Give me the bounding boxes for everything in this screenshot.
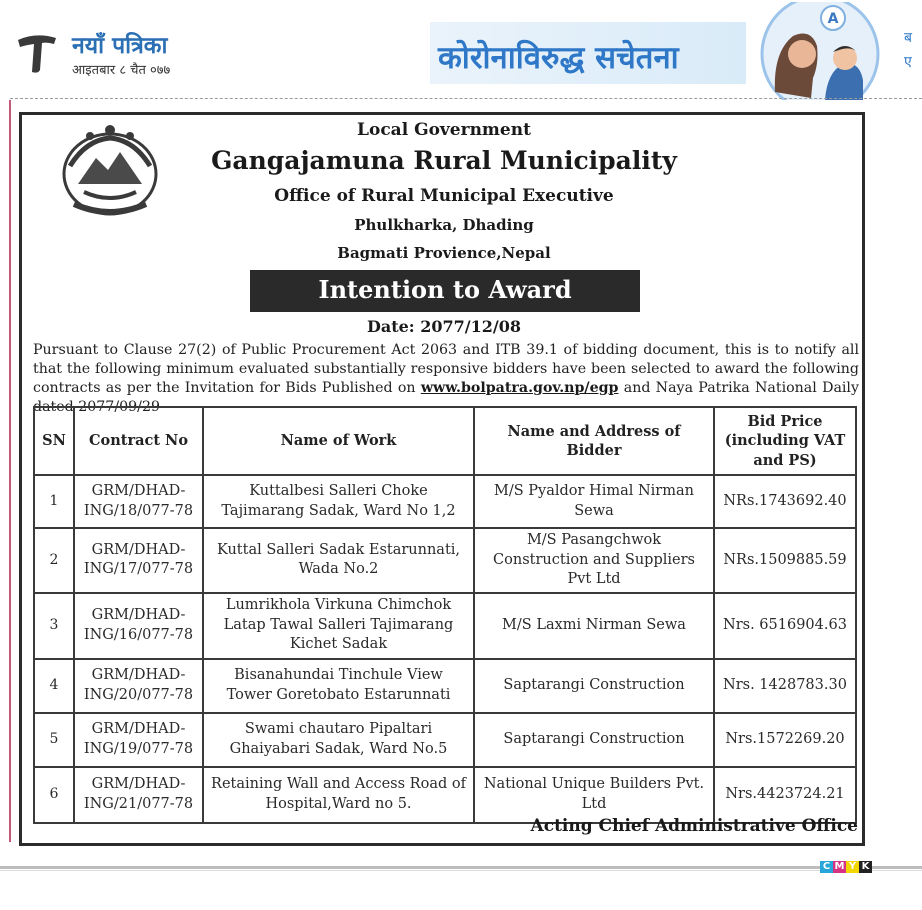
cell-sn: 6 [34, 767, 74, 823]
page-margin-rule [9, 100, 11, 842]
cmyk-cyan: C [820, 861, 833, 873]
cell-contract-no: GRM/DHAD-ING/19/077-78 [74, 713, 203, 767]
newspaper-name: नयाँ पत्रिका [72, 33, 168, 59]
paragraph-text-end: and Naya Patrika National Daily dated 2077/09/29 [33, 380, 859, 415]
col-header-contract-no: Contract No [74, 407, 203, 475]
cell-sn: 2 [34, 528, 74, 593]
newspaper-logo-icon [14, 30, 60, 76]
cell-work: Kuttalbesi Salleri Choke Tajimarang Sadak, Ward No 1,2 [203, 475, 474, 528]
award-table [33, 406, 857, 824]
bolpatra-link[interactable]: www.bolpatra.gov.np/egp [420, 380, 619, 396]
cell-sn: 5 [34, 713, 74, 767]
cell-sn: 3 [34, 593, 74, 659]
cmyk-magenta: M [834, 861, 845, 872]
col-header-bid-price: Bid Price (including VAT and PS) [714, 407, 856, 475]
header-divider [10, 98, 922, 99]
cell-contract-no: GRM/DHAD-ING/18/077-78 [74, 475, 203, 528]
cell-contract-no: GRM/DHAD-ING/16/077-78 [74, 593, 203, 659]
notice-address-line: Phulkharka, Dhading [354, 216, 534, 234]
page-bottom-rule-thin [0, 870, 922, 871]
notice-title: Intention to Award [250, 270, 640, 312]
cell-contract-no: GRM/DHAD-ING/21/077-78 [74, 767, 203, 823]
table-header-row [34, 407, 856, 475]
cell-work: Swami chautaro Pipaltari Ghaiyabari Sadak, Ward No.5 [203, 713, 474, 767]
cmyk-print-marks [820, 861, 872, 873]
col-header-sn: SN [34, 407, 74, 475]
badge-letter: A [827, 11, 839, 27]
cmyk-yellow: Y [846, 861, 859, 873]
paragraph-text-start: Pursuant to Clause 27(2) of Public Procurement Act 2063 and ITB 39.1 of bidding document, this is to notify all that the following minimum evaluated substantially responsive bidders have been selected to award the following contracts as per the Invitation for Bids Published on [33, 342, 859, 396]
table-row [34, 767, 856, 823]
cell-bidder: Saptarangi Construction [474, 659, 714, 713]
cell-contract-no: GRM/DHAD-ING/20/077-78 [74, 659, 203, 713]
col-header-bidder: Name and Address of Bidder [474, 407, 714, 475]
table-row [34, 475, 856, 528]
cell-bidder: National Unique Builders Pvt. Ltd [474, 767, 714, 823]
table-row [34, 528, 856, 593]
cell-work: Bisanahundai Tinchule View Tower Goretobato Estarunnati [203, 659, 474, 713]
cell-price: Nrs.4423724.21 [714, 767, 856, 823]
cell-sn: 4 [34, 659, 74, 713]
cmyk-black: K [859, 861, 872, 873]
table-row [34, 659, 856, 713]
notice-municipality-name: Gangajamuna Rural Municipality [211, 146, 677, 175]
newspaper-header [0, 0, 922, 98]
cell-work: Kuttal Salleri Sadak Estarunnati, Wada No.2 [203, 528, 474, 593]
notice-signature: Acting Chief Administrative Office [530, 816, 858, 836]
cell-price: Nrs.1572269.20 [714, 713, 856, 767]
cell-price: NRs.1509885.59 [714, 528, 856, 593]
cell-bidder: Saptarangi Construction [474, 713, 714, 767]
notice-line-local-government: Local Government [357, 120, 531, 140]
cell-work: Retaining Wall and Access Road of Hospital,Ward no 5. [203, 767, 474, 823]
notice-office-name: Office of Rural Municipal Executive [274, 186, 614, 206]
cell-bidder: M/S Pyaldor Himal Nirman Sewa [474, 475, 714, 528]
cell-bidder: M/S Pasangchwok Construction and Suppliers Pvt Ltd [474, 528, 714, 593]
header-right-edge-text: ब ए [904, 30, 912, 70]
col-header-name-of-work: Name of Work [203, 407, 474, 475]
table-row [34, 593, 856, 659]
newspaper-date: आइतबार ८ चैत ०७७ [72, 63, 171, 78]
cell-work: Lumrikhola Virkuna Chimchok Latap Tawal Salleri Tajimarang Kichet Sadak [203, 593, 474, 659]
cell-contract-no: GRM/DHAD-ING/17/077-78 [74, 528, 203, 593]
table-row [34, 713, 856, 767]
page-bottom-rule [0, 866, 922, 869]
awareness-illustration-icon [755, 2, 885, 100]
cell-price: Nrs. 1428783.30 [714, 659, 856, 713]
campaign-banner-text: कोरोनाविरुद्ध सचेतना [438, 40, 679, 76]
cell-price: NRs.1743692.40 [714, 475, 856, 528]
notice-province-line: Bagmati Provience,Nepal [337, 244, 551, 262]
cell-bidder: M/S Laxmi Nirman Sewa [474, 593, 714, 659]
cell-price: Nrs. 6516904.63 [714, 593, 856, 659]
cell-sn: 1 [34, 475, 74, 528]
notice-date: Date: 2077/12/08 [366, 317, 522, 336]
